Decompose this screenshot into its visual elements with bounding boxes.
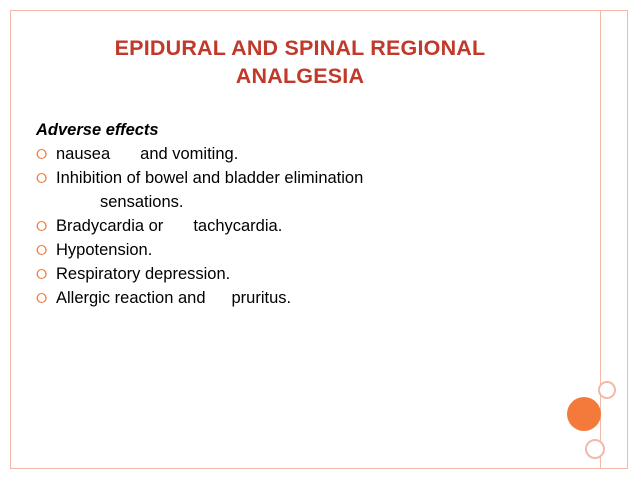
list-item — [36, 166, 556, 214]
decorative-orange-circle — [567, 397, 601, 431]
list-item — [36, 262, 556, 286]
hollow-circle-bullet-icon: ⭘ — [36, 242, 48, 258]
item-text-part1: nausea — [56, 145, 111, 163]
hollow-circle-bullet-icon: ⭘ — [36, 218, 48, 234]
title-line-1: EPIDURAL AND SPINAL REGIONAL — [114, 36, 486, 60]
item-text-part2: pruritus. — [231, 289, 292, 307]
item-text-part2: tachycardia. — [193, 217, 283, 235]
list-item — [36, 214, 556, 238]
decorative-ring-top — [598, 381, 616, 399]
hollow-circle-bullet-icon: ⭘ — [36, 170, 48, 186]
item-text-part2: and vomiting. — [140, 145, 239, 163]
hollow-circle-bullet-icon: ⭘ — [36, 146, 48, 162]
item-text-part1: Bradycardia or — [56, 217, 164, 235]
list-item — [36, 238, 556, 262]
item-text-part1: Allergic reaction and — [56, 289, 206, 307]
item-text: Respiratory depression. — [56, 265, 231, 283]
decorative-ring-bottom — [585, 439, 605, 459]
item-text-line2: sensations. — [100, 193, 184, 211]
subheading: Adverse effects — [36, 121, 159, 139]
title-line-2: ANALGESIA — [235, 64, 365, 88]
item-text-line1: Inhibition of bowel and bladder elimination — [56, 169, 364, 187]
hollow-circle-bullet-icon: ⭘ — [36, 290, 48, 306]
decorative-vertical-line — [600, 10, 601, 469]
slide-content — [36, 118, 556, 310]
item-text: Hypotension. — [56, 241, 153, 259]
list-item — [36, 286, 556, 310]
hollow-circle-bullet-icon: ⭘ — [36, 266, 48, 282]
slide-title — [40, 34, 560, 90]
list-item — [36, 142, 556, 166]
